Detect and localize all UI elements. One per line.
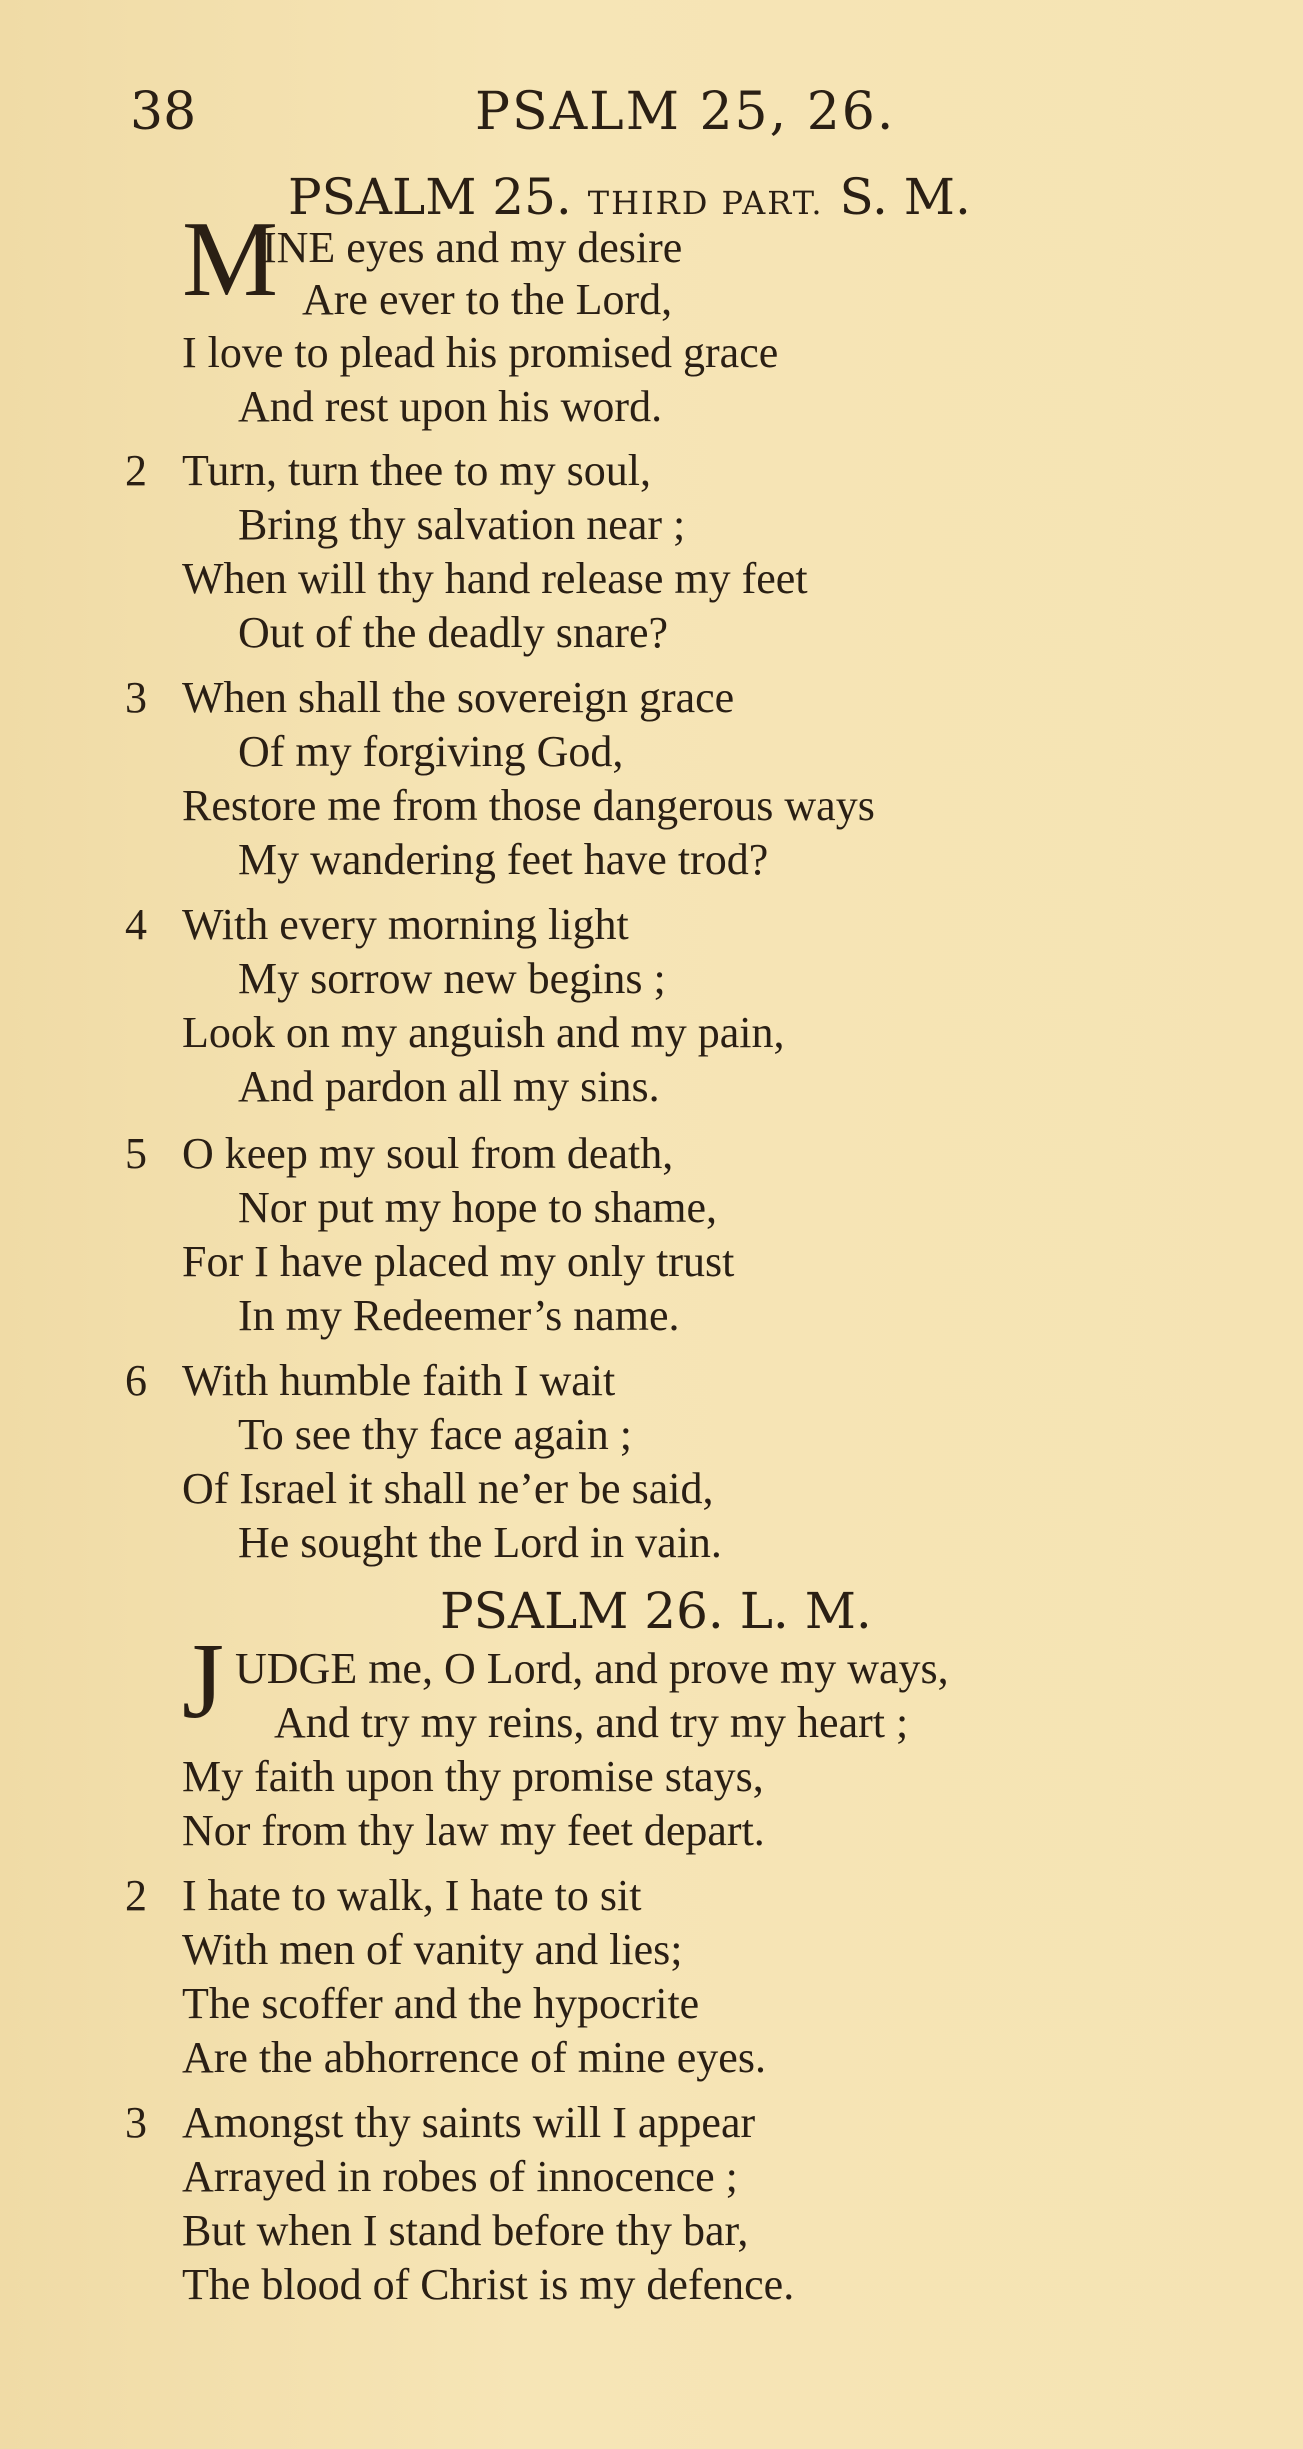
psalm25-first-line: INE eyes and my desire xyxy=(262,223,683,272)
verse-line: O keep my soul from death, xyxy=(182,1129,674,1178)
page-number: 38 xyxy=(130,82,197,142)
verse-line: The blood of Christ is my defence. xyxy=(182,2260,795,2309)
running-title: PSALM 25, 26. xyxy=(475,82,896,142)
verse-line: When shall the sovereign grace xyxy=(182,673,735,722)
verse-line: Are ever to the Lord, xyxy=(302,275,673,324)
verse-line: Of my forgiving God, xyxy=(238,727,624,776)
verse-line: Nor from thy law my feet depart. xyxy=(182,1806,765,1855)
verse-line: Out of the deadly snare? xyxy=(238,608,669,657)
verse-line: I hate to walk, I hate to sit xyxy=(182,1871,642,1920)
verse-line: With humble faith I wait xyxy=(182,1356,616,1405)
verse-line: And rest upon his word. xyxy=(238,382,663,431)
stanza-number: 6 xyxy=(125,1356,147,1405)
verse-line: Nor put my hope to shame, xyxy=(238,1183,718,1232)
psalm25-heading xyxy=(288,168,971,226)
running-head xyxy=(130,82,1030,152)
verse-line: My faith upon thy promise stays, xyxy=(182,1752,764,1801)
verse-line: I love to plead his promised grace xyxy=(182,328,779,377)
psalm26-dropcap: J xyxy=(182,1622,225,1741)
verse-line: In my Redeemer’s name. xyxy=(238,1291,680,1340)
verse-line: Amongst thy saints will I appear xyxy=(182,2098,756,2147)
verse-line: Are the abhorrence of mine eyes. xyxy=(182,2033,766,2082)
stanza-number: 2 xyxy=(125,1871,147,1920)
verse-line: And try my reins, and try my heart ; xyxy=(274,1698,909,1747)
verse-line: Turn, turn thee to my soul, xyxy=(182,446,651,495)
verse-line: The scoffer and the hypocrite xyxy=(182,1979,700,2028)
stanza-number: 4 xyxy=(125,900,147,949)
verse-line: Of Israel it shall ne’er be said, xyxy=(182,1464,714,1513)
stanza-number: 3 xyxy=(125,2098,147,2147)
verse-line: To see thy face again ; xyxy=(238,1410,632,1459)
psalm26-heading: PSALM 26. L. M. xyxy=(440,1582,872,1640)
verse-line: My sorrow new begins ; xyxy=(238,954,666,1003)
verse-line: With men of vanity and lies; xyxy=(182,1925,683,1974)
psalm25-dropcap: M xyxy=(182,200,279,319)
psalm25-meter: S. M. xyxy=(839,168,971,226)
stanza-number: 2 xyxy=(125,446,147,495)
verse-line: But when I stand before thy bar, xyxy=(182,2206,749,2255)
verse-line: Restore me from those dangerous ways xyxy=(182,781,875,830)
verse-line: My wandering feet have trod? xyxy=(238,835,769,884)
verse-line: Arrayed in robes of innocence ; xyxy=(182,2152,738,2201)
stanza-number: 3 xyxy=(125,673,147,722)
verse-line: Bring thy salvation near ; xyxy=(238,500,686,549)
verse-line: And pardon all my sins. xyxy=(238,1062,660,1111)
verse-line: For I have placed my only trust xyxy=(182,1237,735,1286)
stanza-number: 5 xyxy=(125,1129,147,1178)
verse-line: Look on my anguish and my pain, xyxy=(182,1008,785,1057)
psalm25-part: THIRD PART. xyxy=(587,184,824,222)
verse-line: He sought the Lord in vain. xyxy=(238,1518,722,1567)
verse-line: With every morning light xyxy=(182,900,629,949)
psalm25-title: PSALM 25. xyxy=(288,168,572,226)
verse-line: When will thy hand release my feet xyxy=(182,554,808,603)
psalm26-first-line: UDGE me, O Lord, and prove my ways, xyxy=(235,1644,949,1693)
